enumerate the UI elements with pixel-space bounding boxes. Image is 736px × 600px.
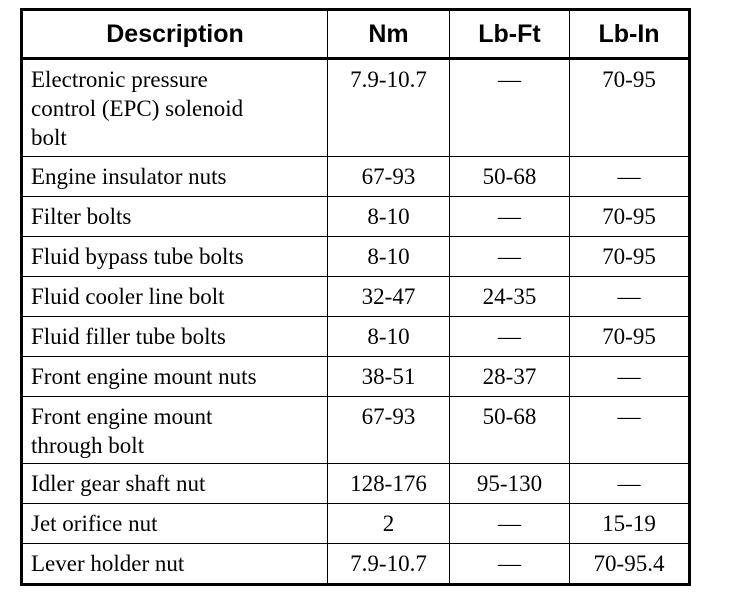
cell-lbft: — [450,544,570,585]
table-row [22,197,690,237]
cell-description: Fluid cooler line bolt [22,277,328,317]
header-row [22,10,690,59]
cell-lbin: — [570,397,690,464]
cell-lbft: 95-130 [450,464,570,504]
cell-nm: 38-51 [328,357,450,397]
cell-description: Engine insulator nuts [22,157,328,197]
cell-lbft: 50-68 [450,397,570,464]
table-row [22,397,690,464]
cell-nm: 8-10 [328,197,450,237]
table-row [22,237,690,277]
cell-lbin: — [570,277,690,317]
cell-nm: 67-93 [328,397,450,464]
cell-lbin: 70-95 [570,197,690,237]
cell-lbft: — [450,59,570,157]
cell-description: Idler gear shaft nut [22,464,328,504]
cell-nm: 128-176 [328,464,450,504]
table-row [22,357,690,397]
cell-lbft: 24-35 [450,277,570,317]
cell-lbft: — [450,317,570,357]
cell-description: Fluid bypass tube bolts [22,237,328,277]
cell-lbin: 70-95 [570,59,690,157]
cell-lbft: 28-37 [450,357,570,397]
cell-lbin: 15-19 [570,504,690,544]
cell-nm: 8-10 [328,317,450,357]
table-row [22,544,690,585]
cell-description: Filter bolts [22,197,328,237]
cell-lbin: 70-95 [570,317,690,357]
cell-description: Jet orifice nut [22,504,328,544]
cell-lbin: — [570,464,690,504]
header-nm: Nm [328,10,450,59]
table-row [22,277,690,317]
cell-lbin: — [570,157,690,197]
table-row [22,317,690,357]
cell-description: Fluid filler tube bolts [22,317,328,357]
cell-lbft: — [450,197,570,237]
cell-description: Front engine mount nuts [22,357,328,397]
cell-lbft: 50-68 [450,157,570,197]
cell-lbin: 70-95 [570,237,690,277]
table-row [22,59,690,157]
torque-spec-table [20,8,691,586]
header-lbft: Lb-Ft [450,10,570,59]
cell-nm: 32-47 [328,277,450,317]
cell-description: Lever holder nut [22,544,328,585]
cell-nm: 7.9-10.7 [328,544,450,585]
cell-nm: 67-93 [328,157,450,197]
table-row [22,504,690,544]
cell-lbin: 70-95.4 [570,544,690,585]
cell-nm: 8-10 [328,237,450,277]
cell-lbft: — [450,504,570,544]
cell-description: Electronic pressure control (EPC) solenoid bolt [22,59,328,157]
header-lbin: Lb-In [570,10,690,59]
cell-lbin: — [570,357,690,397]
cell-description: Front engine mount through bolt [22,397,328,464]
cell-nm: 2 [328,504,450,544]
cell-nm: 7.9-10.7 [328,59,450,157]
cell-lbft: — [450,237,570,277]
header-description: Description [22,10,328,59]
table-row [22,157,690,197]
table-row [22,464,690,504]
